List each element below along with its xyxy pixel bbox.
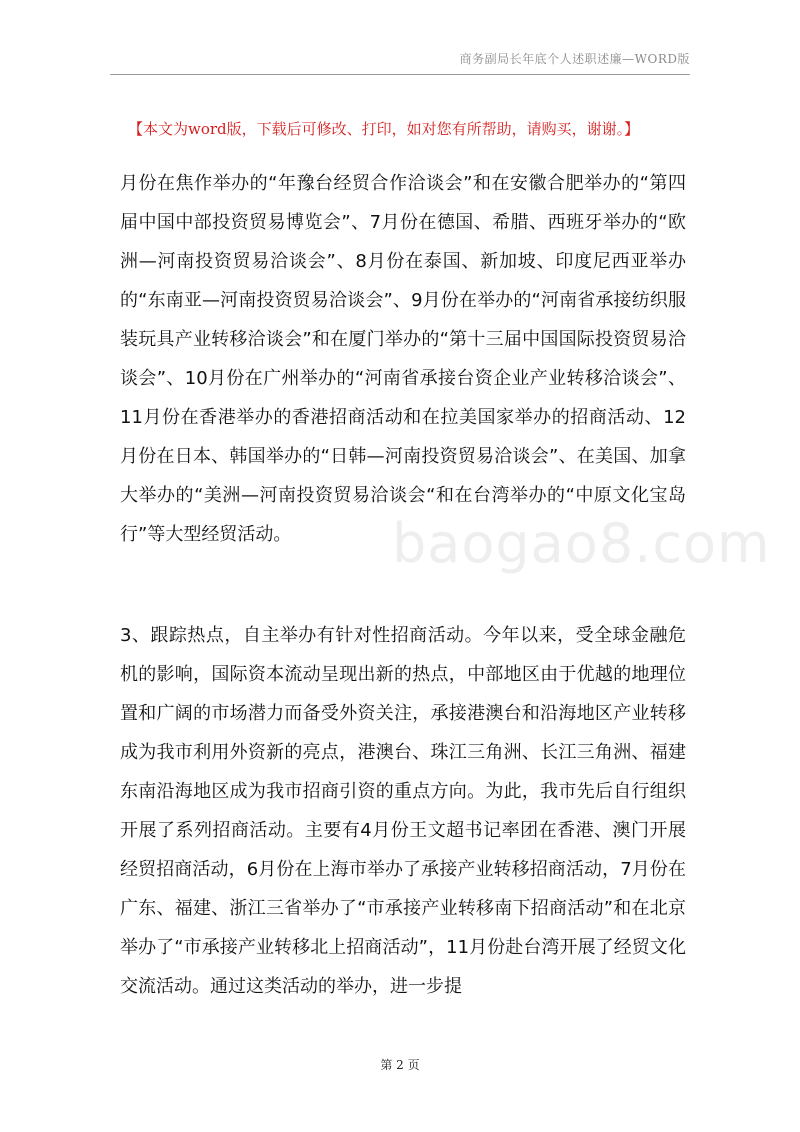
site-watermark: baogao8.com	[392, 512, 771, 575]
body-paragraph-2: 3、跟踪热点，自主举办有针对性招商活动。今年以来，受全球金融危机的影响，国际资本流动呈现出新的热点，中部地区由于优越的地理位置和广阔的市场潜力而备受外资关注，承接港澳台和沿海地区产业转移成为我市利用外资新的亮点，港澳台、珠江三角洲、长江三角洲、福建东南沿海地区成为我市招商引资的重点方向。为此，我市先后自行组织开展了系列招商活动。主要有4月份王文超书记率团在香港、澳门开展经贸招商活动，6月份在上海市举办了承接产业转移招商活动，7月份在广东、福建、浙江三省举办了“市承接产业转移南下招商活动”和在北京举办了“市承接产业转移北上招商活动”，11月份赴台湾开展了经贸文化交流活动。通过这类活动的举办，进一步提	[120, 625, 686, 997]
body-paragraph-1: 月份在焦作举办的“年豫台经贸合作洽谈会”和在安徽合肥举办的“第四届中国中部投资贸易博览会”、7月份在德国、希腊、西班牙举办的“欧洲—河南投资贸易洽谈会”、8月份在泰国、新加坡、印度尼西亚举办的“东南亚—河南投资贸易洽谈会”、9月份在举办的“河南省承接纺织服装玩具产业转移洽谈会”和在厦门举办的“第十三届中国国际投资贸易洽谈会”、10月份在广州举办的“河南省承接台资企业产业转移洽谈会”、11月份在香港举办的香港招商活动和在拉美国家举办的招商活动、12月份在日本、韩国举办的“日韩—河南投资贸易洽谈会”、在美国、加拿大举办的“美洲—河南投资贸易洽谈会“和在台湾举办的“中原文化宝岛行”等大型经贸活动。	[120, 173, 686, 545]
header-divider	[110, 74, 690, 75]
download-notice: 【本文为word版，下载后可修改、打印，如对您有所帮助，请购买，谢谢。】	[128, 120, 640, 138]
page-number: 第 2 页	[380, 1058, 420, 1072]
page-header-title: 商务副局长年底个人述职述廉—WORD版	[459, 52, 690, 66]
